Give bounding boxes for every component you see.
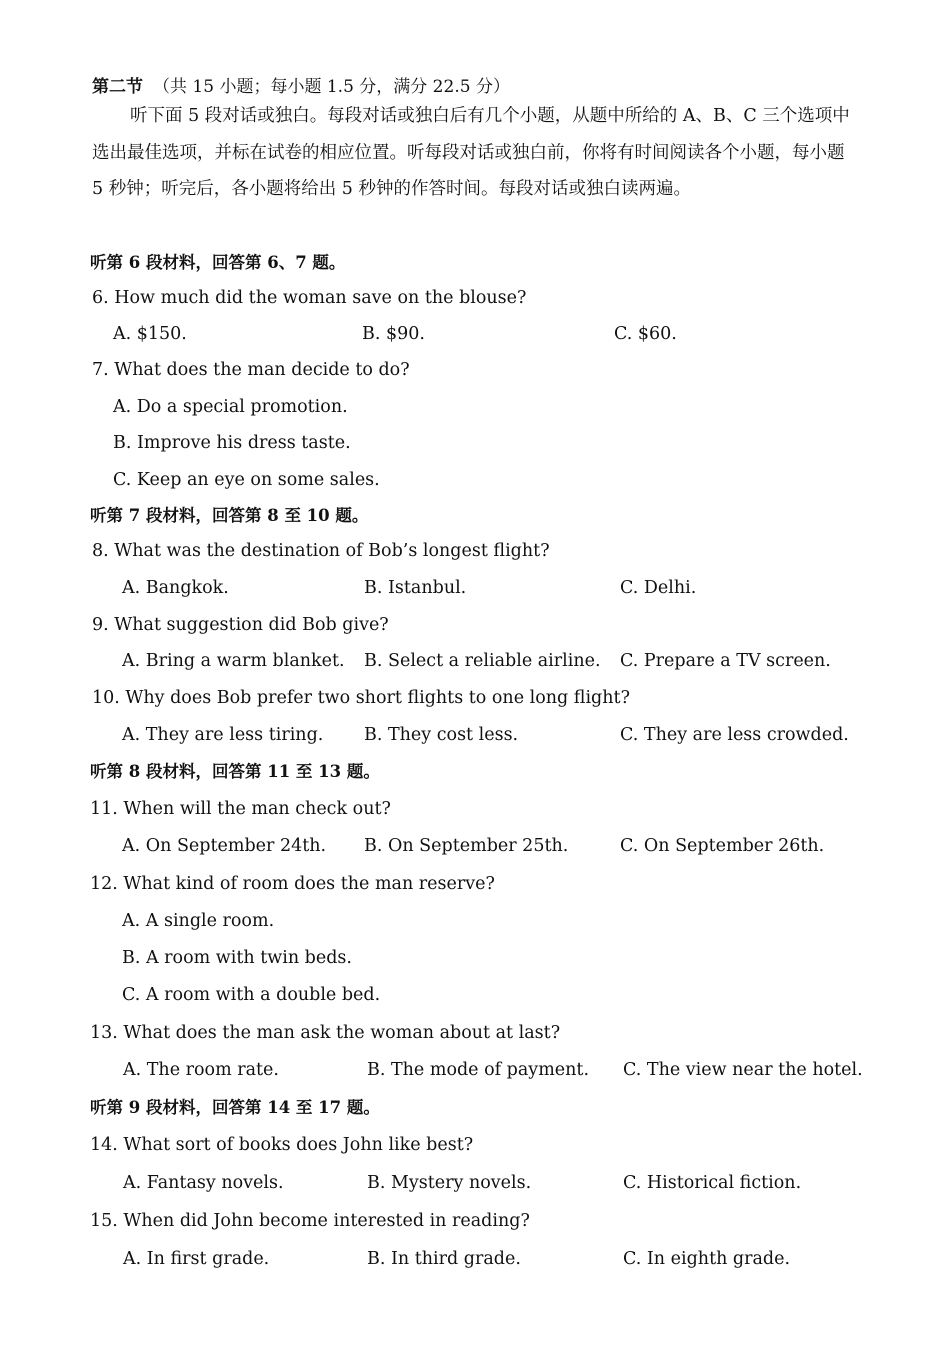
question-11: 11. When will the man check out? bbox=[90, 799, 391, 819]
question-12: 12. What kind of room does the man reserve? bbox=[90, 874, 495, 894]
q10-option-b: B. They cost less. bbox=[364, 725, 519, 745]
section-scoring: （共 15 小题；每小题 1.5 分，满分 22.5 分） bbox=[153, 77, 510, 97]
group-8-header: 听第 8 段材料，回答第 11 至 13 题。 bbox=[90, 762, 380, 781]
instructions-text: 听下面 5 段对话或独白。每段对话或独白后有几个小题，从题中所给的 A、B、C 三个选项中选出最佳选项，并标在试卷的相应位置。听每段对话或独白前，你将有时间阅读各个小题，每小题 5 秒钟；听完后，各小题将给出 5 秒钟的作答时间。每段对话或独白读两遍。 bbox=[92, 106, 850, 199]
group-7-header: 听第 7 段材料，回答第 8 至 10 题。 bbox=[90, 506, 369, 525]
q12-option-b: B. A room with twin beds. bbox=[122, 948, 352, 968]
question-8: 8. What was the destination of Bob’s longest flight? bbox=[92, 541, 550, 561]
q6-option-b: B. $90. bbox=[362, 324, 425, 344]
group-9-header: 听第 9 段材料，回答第 14 至 17 题。 bbox=[90, 1098, 380, 1117]
q11-option-b: B. On September 25th. bbox=[364, 836, 569, 856]
q6-option-c: C. $60. bbox=[614, 324, 677, 344]
q7-option-b: B. Improve his dress taste. bbox=[113, 433, 351, 453]
q9-option-c: C. Prepare a TV screen. bbox=[620, 651, 831, 671]
q13-option-a: A. The room rate. bbox=[123, 1060, 279, 1080]
q14-option-b: B. Mystery novels. bbox=[367, 1173, 532, 1193]
q8-option-a: A. Bangkok. bbox=[122, 578, 229, 598]
q8-option-b: B. Istanbul. bbox=[364, 578, 467, 598]
instructions-paragraph bbox=[92, 98, 852, 208]
q12-option-c: C. A room with a double bed. bbox=[122, 985, 381, 1005]
question-7: 7. What does the man decide to do? bbox=[92, 360, 410, 380]
question-10: 10. Why does Bob prefer two short flights to one long flight? bbox=[92, 688, 630, 708]
q7-option-c: C. Keep an eye on some sales. bbox=[113, 470, 380, 490]
q8-option-c: C. Delhi. bbox=[620, 578, 697, 598]
q9-option-b: B. Select a reliable airline. bbox=[364, 651, 601, 671]
question-9: 9. What suggestion did Bob give? bbox=[92, 615, 389, 635]
q10-option-a: A. They are less tiring. bbox=[122, 725, 324, 745]
question-15: 15. When did John become interested in reading? bbox=[90, 1211, 530, 1231]
q11-option-c: C. On September 26th. bbox=[620, 836, 825, 856]
q14-option-c: C. Historical fiction. bbox=[623, 1173, 802, 1193]
q14-option-a: A. Fantasy novels. bbox=[123, 1173, 284, 1193]
q13-option-b: B. The mode of payment. bbox=[367, 1060, 590, 1080]
question-13: 13. What does the man ask the woman about at last? bbox=[90, 1023, 561, 1043]
q15-option-a: A. In first grade. bbox=[123, 1249, 270, 1269]
q13-option-c: C. The view near the hotel. bbox=[623, 1060, 863, 1080]
q9-option-a: A. Bring a warm blanket. bbox=[122, 651, 345, 671]
group-6-header: 听第 6 段材料，回答第 6、7 题。 bbox=[90, 253, 346, 272]
q11-option-a: A. On September 24th. bbox=[122, 836, 327, 856]
q15-option-c: C. In eighth grade. bbox=[623, 1249, 791, 1269]
question-14: 14. What sort of books does John like best? bbox=[90, 1135, 474, 1155]
q12-option-a: A. A single room. bbox=[122, 911, 275, 931]
section-title: 第二节 bbox=[92, 77, 143, 97]
q6-option-a: A. $150. bbox=[113, 324, 187, 344]
q10-option-c: C. They are less crowded. bbox=[620, 725, 849, 745]
section-heading bbox=[92, 76, 510, 98]
q7-option-a: A. Do a special promotion. bbox=[113, 397, 348, 417]
q15-option-b: B. In third grade. bbox=[367, 1249, 521, 1269]
question-6: 6. How much did the woman save on the blouse? bbox=[92, 288, 527, 308]
